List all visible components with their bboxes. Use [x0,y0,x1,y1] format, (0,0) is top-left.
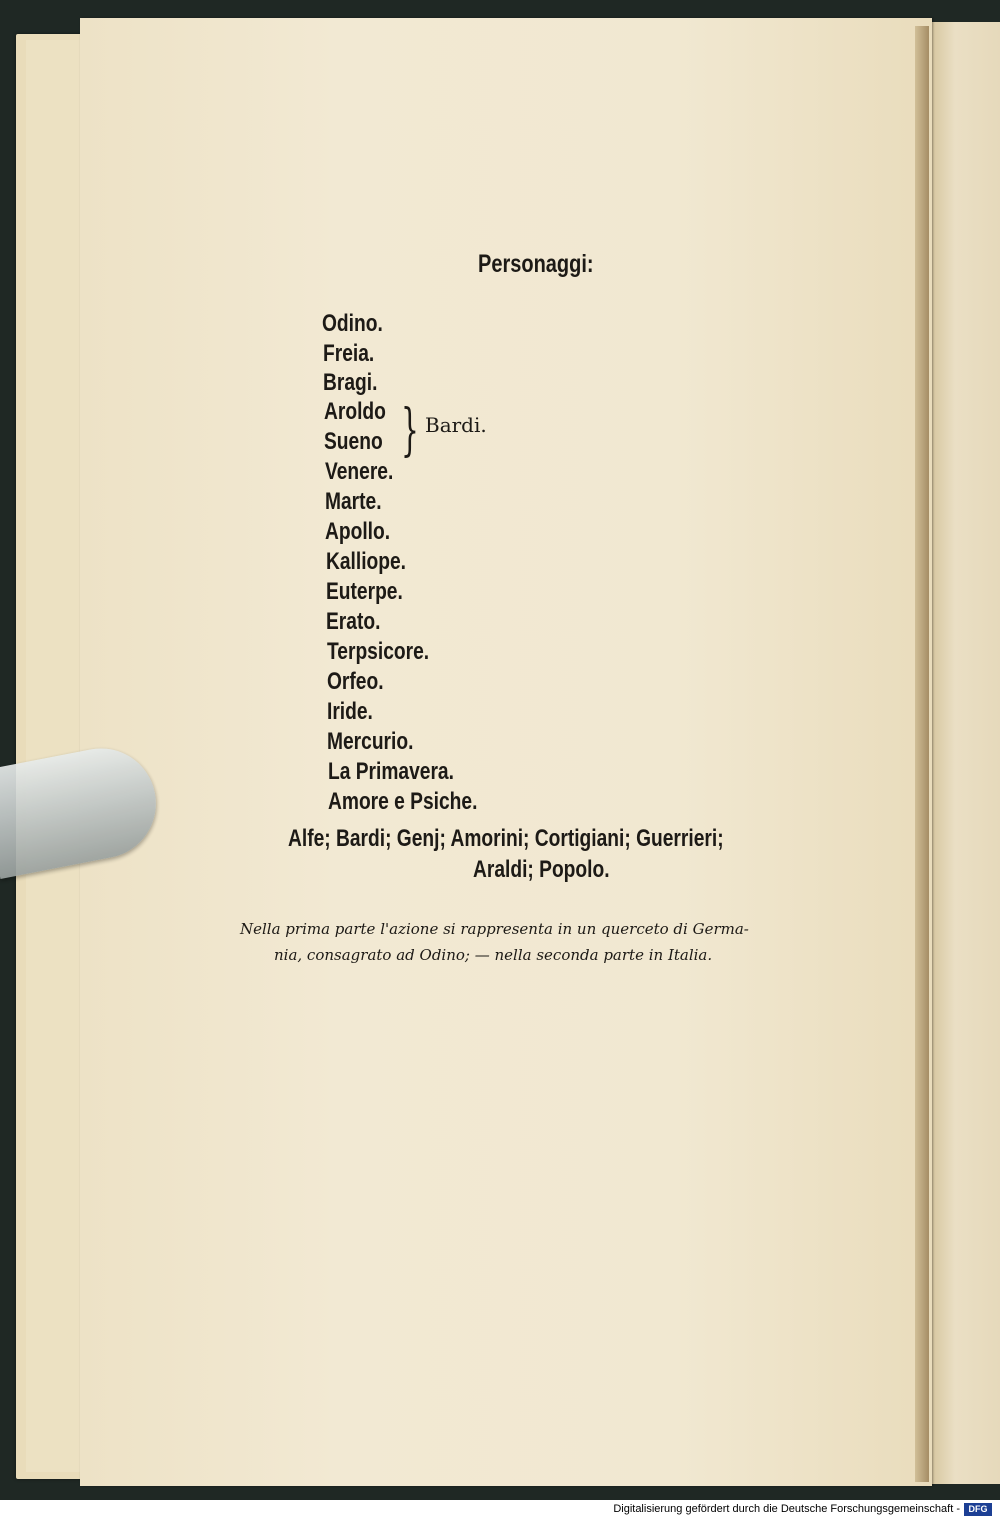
character-terpsicore: Terpsicore. [327,638,430,665]
page-fold [915,26,929,1482]
book-page [80,18,932,1486]
footer-bar [0,1500,1000,1520]
funding-credit: Digitalisierung gefördert durch die Deutsche Forschungsgemeinschaft - [613,1503,960,1515]
character-venere: Venere. [325,458,394,485]
character-la-primavera: La Primavera. [328,758,454,785]
character-apollo: Apollo. [325,518,391,545]
character-kalliope: Kalliope. [326,548,407,575]
character-freia: Freia. [323,340,375,367]
character-iride: Iride. [327,698,373,725]
ensemble-line-1: Alfe; Bardi; Genj; Amorini; Cortigiani; Guerrieri; [288,825,724,852]
character-amore-e-psiche: Amore e Psiche. [328,788,478,815]
character-sueno: Sueno [324,428,383,455]
stage-note-line-2: nia, consagrato ad Odino; — nella seconda parte in Italia. [274,946,713,964]
character-orfeo: Orfeo. [327,668,384,695]
dfg-logo: DFG [964,1503,992,1516]
character-mercurio: Mercurio. [327,728,414,755]
page-heading: Personaggi: [478,250,594,278]
character-aroldo: Aroldo [324,398,386,425]
character-bragi: Bragi. [323,369,378,396]
next-page-edge [925,22,1000,1484]
character-marte: Marte. [325,488,382,515]
character-erato: Erato. [326,608,381,635]
character-odino: Odino. [322,310,383,337]
character-euterpe: Euterpe. [326,578,403,605]
bard-brace: } [401,398,419,463]
ensemble-line-2: Araldi; Popolo. [473,856,610,883]
stage-note-line-1: Nella prima parte l'azione si rappresenta in un querceto di Germa- [240,920,749,938]
bard-group-label: Bardi. [425,413,487,437]
